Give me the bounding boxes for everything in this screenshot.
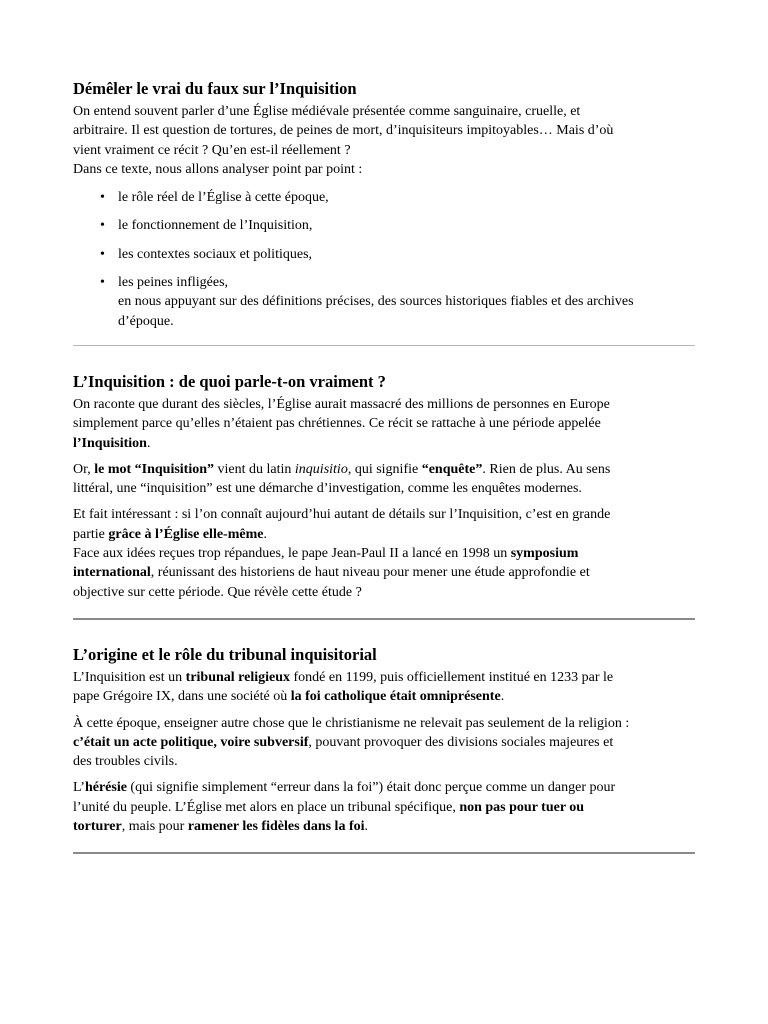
bold-term: grâce à l’Église elle-même — [108, 526, 264, 542]
paragraph-line: À cette époque, enseigner autre chose que le christianisme ne relevait pas seulement de la religion : — [73, 715, 630, 731]
bold-term: torturer — [73, 819, 122, 835]
paragraph-line — [73, 668, 695, 687]
text-run: partie — [73, 526, 109, 542]
paragraph-line — [73, 544, 695, 563]
document-page — [73, 0, 695, 854]
text-run: pape Grégoire IX, dans une société où — [73, 689, 291, 705]
bullet-icon: • — [100, 275, 105, 291]
list-item-text: le rôle réel de l’Église à cette époque, — [118, 190, 329, 206]
paragraph-line — [73, 460, 695, 479]
section1-intro — [73, 102, 695, 179]
paragraph-line — [73, 798, 695, 817]
paragraph-line: simplement parce qu’elles n’étaient pas chrétiennes. Ce récit se rattache à une période appelée — [73, 416, 601, 432]
paragraph-line — [73, 733, 695, 752]
paragraph-line: littéral, une “inquisition” est une démarche d’investigation, comme les enquêtes modernes. — [73, 481, 582, 497]
section2-paragraph-3 — [73, 505, 695, 601]
list-item-text: le fonctionnement de l’Inquisition, — [118, 218, 313, 234]
intro-line: Dans ce texte, nous allons analyser point par point : — [73, 161, 363, 177]
section3-paragraph-2 — [73, 714, 695, 772]
intro-line: On entend souvent parler d’une Église médiévale présentée comme sanguinaire, cruelle, et — [73, 104, 581, 119]
italic-term: inquisitio — [294, 461, 348, 477]
list-item — [73, 245, 695, 264]
paragraph-line — [73, 434, 695, 453]
section-title-demeler: Démêler le vrai du faux sur l’Inquisition — [73, 79, 357, 98]
section2-paragraph-2 — [73, 460, 695, 499]
bold-term: hérésie — [84, 780, 127, 796]
bold-term: c’était un acte politique, voire subversif — [73, 734, 309, 750]
bold-term: ramener les fidèles dans la foi — [187, 819, 365, 835]
paragraph-line — [73, 687, 695, 706]
bullet-icon: • — [100, 246, 105, 262]
text-run: L’Inquisition est un — [73, 669, 186, 685]
bullet-icon: • — [100, 218, 105, 234]
text-run: L’ — [73, 780, 85, 796]
list-item-text: les peines infligées, — [118, 275, 229, 291]
paragraph-line — [73, 817, 695, 836]
list-continuation: en nous appuyant sur des définitions précises, des sources historiques fiables et des archives — [118, 294, 634, 310]
text-run: Face aux idées reçues trop répandues, le pape Jean-Paul II a lancé en 1998 un — [73, 546, 511, 562]
text-run: . — [263, 526, 267, 542]
paragraph-line — [73, 563, 695, 582]
bold-term: “enquête” — [421, 461, 483, 477]
bold-term: la foi catholique était omniprésente — [290, 689, 501, 705]
text-run: Or, — [73, 461, 95, 477]
paragraph-line: On raconte que durant des siècles, l’Église aurait massacré des millions de personnes en Europe — [73, 396, 610, 412]
intro-line: arbitraire. Il est question de tortures, de peines de mort, d’inquisiteurs impitoyables… Mais d’où — [73, 123, 614, 139]
paragraph-line — [73, 778, 695, 797]
bold-term: l’Inquisition — [73, 435, 147, 451]
section3-paragraph-1 — [73, 668, 695, 707]
bold-term: non pas pour tuer ou — [459, 799, 585, 815]
intro-line: vient vraiment ce récit ? Qu’en est-il réellement ? — [73, 142, 351, 158]
text-run: vient du latin — [214, 461, 295, 477]
text-run: , pouvant provoquer des divisions sociales majeures et — [308, 734, 614, 750]
list-continuation: d’époque. — [118, 313, 174, 329]
text-run: , réunissant des historiens de haut niveau pour mener une étude approfondie et — [150, 565, 590, 581]
section-title-origine: L’origine et le rôle du tribunal inquisitorial — [73, 644, 377, 664]
section-divider — [73, 852, 695, 854]
analysis-points-list — [73, 188, 695, 331]
paragraph-line: Et fait intéressant : si l’on connaît aujourd’hui autant de détails sur l’Inquisition, c’est en grande — [73, 507, 611, 523]
list-item — [73, 273, 695, 331]
bold-term: international — [73, 565, 151, 581]
text-run: fondé en 1199, puis officiellement institué en 1233 par le — [290, 669, 614, 685]
bold-term: le mot “Inquisition” — [94, 461, 215, 477]
text-run: . Rien de plus. Au sens — [482, 461, 611, 477]
text-run: . — [146, 435, 151, 451]
bold-term: tribunal religieux — [185, 669, 291, 685]
list-item — [73, 188, 695, 207]
list-item-text: les contextes sociaux et politiques, — [118, 246, 313, 262]
paragraph-line — [73, 525, 695, 544]
text-run: , qui signifie — [347, 461, 422, 477]
text-run: (qui signifie simplement “erreur dans la foi”) était donc perçue comme un danger pour — [126, 780, 616, 796]
section2-paragraph-1 — [73, 395, 695, 453]
text-run: , mais pour — [121, 819, 188, 835]
text-run: l’unité du peuple. L’Église met alors en place un tribunal spécifique, — [73, 799, 460, 815]
bold-term: symposium — [510, 546, 579, 562]
paragraph-line: des troubles civils. — [73, 754, 178, 770]
bullet-icon: • — [100, 190, 105, 206]
text-run: . — [364, 819, 368, 835]
list-item — [73, 216, 695, 235]
paragraph-line: objective sur cette période. Que révèle cette étude ? — [73, 584, 362, 600]
text-run: . — [500, 689, 505, 705]
section-title-inquisition: L’Inquisition : de quoi parle-t-on vraiment ? — [73, 371, 386, 391]
section3-paragraph-3 — [73, 778, 695, 836]
